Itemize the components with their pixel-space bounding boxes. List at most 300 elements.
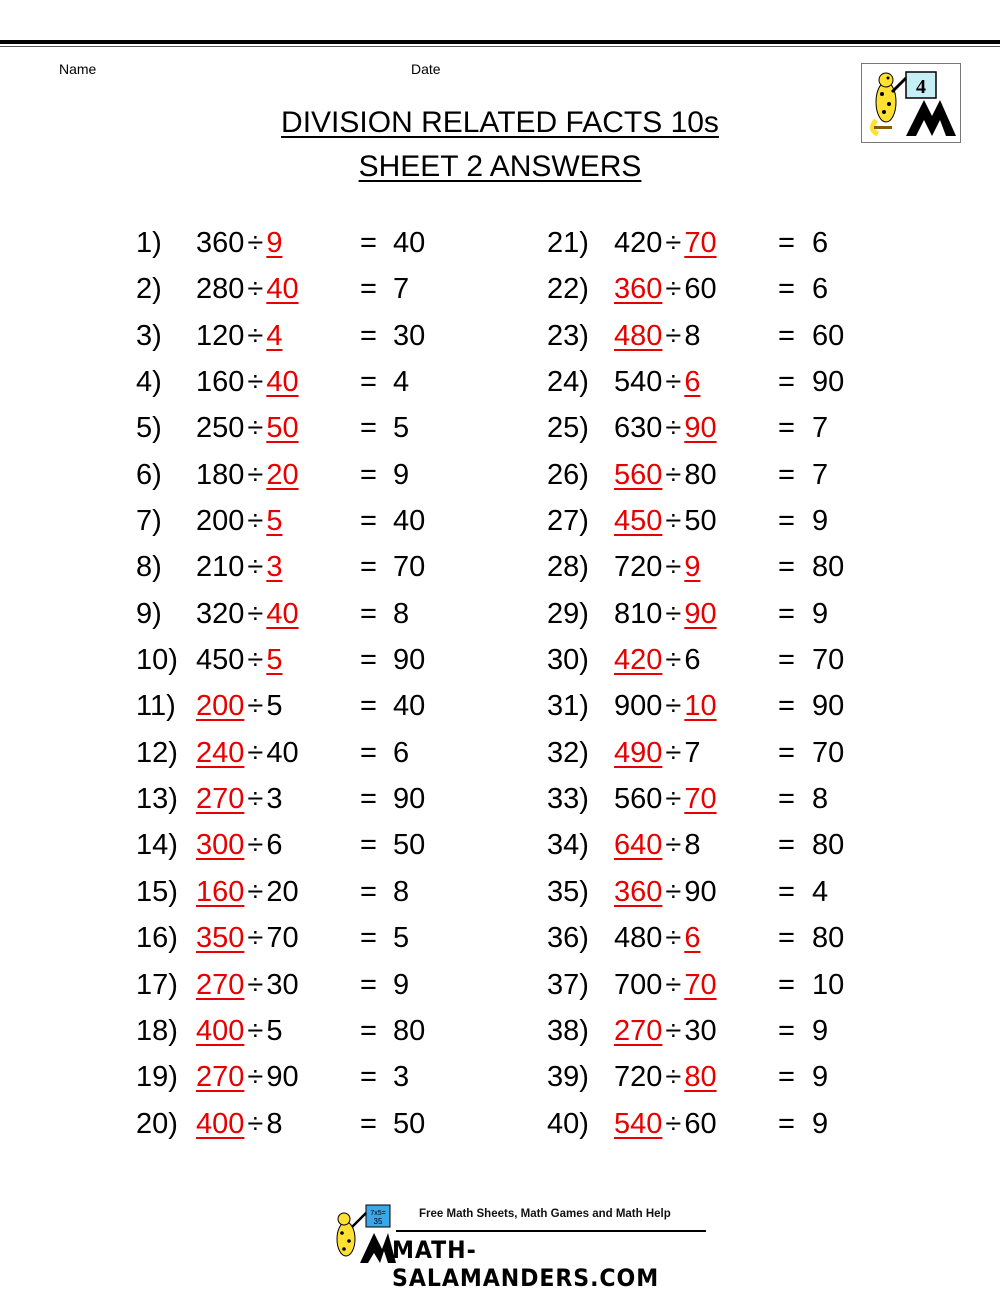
divisor: 6 xyxy=(684,366,701,399)
quotient: 80 xyxy=(393,1014,426,1047)
problem-row xyxy=(136,962,456,1008)
problem-number: 23) xyxy=(547,319,589,352)
equals-sign: = xyxy=(360,875,377,908)
division-expression xyxy=(614,405,717,451)
divide-sign: ÷ xyxy=(247,922,264,955)
problem-row xyxy=(547,266,867,312)
divide-sign: ÷ xyxy=(665,922,682,955)
problem-row xyxy=(136,822,456,868)
problem-row xyxy=(547,1008,867,1054)
dividend: 360 xyxy=(614,875,663,908)
footer-brand-name: MATH-SALAMANDERS.COM xyxy=(392,1236,660,1292)
problem-number: 40) xyxy=(547,1107,589,1140)
division-expression xyxy=(614,915,700,961)
problem-number: 35) xyxy=(547,875,589,908)
division-expression xyxy=(614,1008,717,1054)
equals-sign: = xyxy=(778,875,795,908)
divide-sign: ÷ xyxy=(665,644,682,677)
division-expression xyxy=(614,730,700,776)
quotient: 80 xyxy=(812,551,845,584)
divide-sign: ÷ xyxy=(247,875,264,908)
problem-number: 30) xyxy=(547,644,589,677)
problem-row xyxy=(547,359,867,405)
problem-number: 29) xyxy=(547,597,589,630)
quotient: 90 xyxy=(812,366,845,399)
date-label: Date xyxy=(411,61,441,77)
divide-sign: ÷ xyxy=(247,968,264,1001)
quotient: 90 xyxy=(812,690,845,723)
divisor: 8 xyxy=(266,1107,283,1140)
divide-sign: ÷ xyxy=(247,1107,264,1140)
dividend: 280 xyxy=(196,273,245,306)
dividend: 270 xyxy=(614,1014,663,1047)
divisor: 70 xyxy=(684,968,717,1001)
division-expression xyxy=(196,266,299,312)
svg-text:7x5=: 7x5= xyxy=(370,1210,386,1217)
problem-row xyxy=(136,359,456,405)
dividend: 450 xyxy=(196,644,245,677)
equals-sign: = xyxy=(360,458,377,491)
equals-sign: = xyxy=(360,551,377,584)
problem-number: 31) xyxy=(547,690,589,723)
problem-number: 17) xyxy=(136,968,178,1001)
quotient: 50 xyxy=(393,829,426,862)
division-expression xyxy=(614,1101,717,1147)
divisor: 40 xyxy=(266,366,299,399)
problem-number: 38) xyxy=(547,1014,589,1047)
dividend: 320 xyxy=(196,597,245,630)
dividend: 240 xyxy=(196,736,245,769)
divisor: 90 xyxy=(684,412,717,445)
division-expression xyxy=(614,313,700,359)
divisor: 3 xyxy=(266,551,283,584)
problem-number: 9) xyxy=(136,597,162,630)
divide-sign: ÷ xyxy=(247,458,264,491)
quotient: 80 xyxy=(812,829,845,862)
divisor: 3 xyxy=(266,783,283,816)
dividend: 200 xyxy=(196,690,245,723)
problem-row xyxy=(136,544,456,590)
divisor: 10 xyxy=(684,690,717,723)
divide-sign: ÷ xyxy=(665,458,682,491)
divisor: 9 xyxy=(684,551,701,584)
problem-row xyxy=(547,730,867,776)
dividend: 270 xyxy=(196,783,245,816)
equals-sign: = xyxy=(778,597,795,630)
equals-sign: = xyxy=(360,644,377,677)
quotient: 6 xyxy=(812,273,829,306)
equals-sign: = xyxy=(778,412,795,445)
problem-number: 11) xyxy=(136,690,176,723)
footer-tagline: Free Math Sheets, Math Games and Math Help xyxy=(419,1208,671,1220)
dividend: 180 xyxy=(196,458,245,491)
problem-row xyxy=(136,591,456,637)
problem-number: 8) xyxy=(136,551,162,584)
equals-sign: = xyxy=(778,551,795,584)
svg-text:4: 4 xyxy=(916,76,926,98)
equals-sign: = xyxy=(778,968,795,1001)
divide-sign: ÷ xyxy=(247,644,264,677)
equals-sign: = xyxy=(360,319,377,352)
footer-divider xyxy=(396,1230,706,1232)
divide-sign: ÷ xyxy=(247,1061,264,1094)
division-expression xyxy=(614,1054,717,1100)
division-expression xyxy=(614,637,700,683)
problem-column-right xyxy=(547,220,867,1147)
quotient: 6 xyxy=(393,736,410,769)
problem-row xyxy=(136,776,456,822)
divisor: 30 xyxy=(684,1014,717,1047)
division-expression xyxy=(196,359,299,405)
equals-sign: = xyxy=(778,783,795,816)
quotient: 8 xyxy=(812,783,829,816)
divide-sign: ÷ xyxy=(247,1014,264,1047)
equals-sign: = xyxy=(778,829,795,862)
problem-row xyxy=(136,683,456,729)
problem-number: 12) xyxy=(136,736,178,769)
problem-number: 33) xyxy=(547,783,589,816)
problem-number: 20) xyxy=(136,1107,178,1140)
problem-number: 32) xyxy=(547,736,589,769)
divisor: 8 xyxy=(684,829,701,862)
dividend: 420 xyxy=(614,227,663,259)
footer-brand-block xyxy=(326,1203,711,1292)
division-expression xyxy=(196,452,299,498)
problem-number: 5) xyxy=(136,412,162,445)
divide-sign: ÷ xyxy=(247,736,264,769)
divisor: 70 xyxy=(266,922,299,955)
division-expression xyxy=(196,915,299,961)
division-expression xyxy=(614,591,717,637)
divisor: 40 xyxy=(266,597,299,630)
divide-sign: ÷ xyxy=(247,597,264,630)
divide-sign: ÷ xyxy=(247,783,264,816)
division-expression xyxy=(196,405,299,451)
divisor: 20 xyxy=(266,875,299,908)
equals-sign: = xyxy=(360,690,377,723)
problem-number: 36) xyxy=(547,922,589,955)
problem-row xyxy=(136,1101,456,1147)
dividend: 720 xyxy=(614,1061,663,1094)
quotient: 4 xyxy=(812,875,829,908)
divisor: 50 xyxy=(684,505,717,538)
dividend: 210 xyxy=(196,551,245,584)
equals-sign: = xyxy=(778,644,795,677)
quotient: 70 xyxy=(393,551,426,584)
quotient: 80 xyxy=(812,922,845,955)
dividend: 810 xyxy=(614,597,663,630)
division-expression xyxy=(196,822,282,868)
quotient: 50 xyxy=(393,1107,426,1140)
equals-sign: = xyxy=(360,783,377,816)
division-expression xyxy=(196,1008,282,1054)
problem-row xyxy=(547,776,867,822)
quotient: 9 xyxy=(812,1061,829,1094)
dividend: 250 xyxy=(196,412,245,445)
problem-row xyxy=(547,452,867,498)
equals-sign: = xyxy=(778,1061,795,1094)
dividend: 640 xyxy=(614,829,663,862)
divisor: 70 xyxy=(684,227,717,259)
problem-row xyxy=(547,591,867,637)
equals-sign: = xyxy=(360,1061,377,1094)
equals-sign: = xyxy=(360,412,377,445)
equals-sign: = xyxy=(778,458,795,491)
divide-sign: ÷ xyxy=(665,412,682,445)
divisor: 5 xyxy=(266,644,283,677)
quotient: 70 xyxy=(812,736,845,769)
divisor: 40 xyxy=(266,273,299,306)
problem-row xyxy=(547,405,867,451)
equals-sign: = xyxy=(360,736,377,769)
dividend: 400 xyxy=(196,1014,245,1047)
dividend: 400 xyxy=(196,1107,245,1140)
dividend: 490 xyxy=(614,736,663,769)
problem-number: 7) xyxy=(136,505,162,538)
divisor: 5 xyxy=(266,1014,283,1047)
divide-sign: ÷ xyxy=(665,736,682,769)
division-expression xyxy=(196,962,299,1008)
dividend: 360 xyxy=(614,273,663,306)
problem-row xyxy=(136,405,456,451)
divisor: 6 xyxy=(684,922,701,955)
division-expression xyxy=(196,544,282,590)
divide-sign: ÷ xyxy=(247,551,264,584)
quotient: 60 xyxy=(812,319,845,352)
equals-sign: = xyxy=(778,690,795,723)
problem-row xyxy=(136,730,456,776)
equals-sign: = xyxy=(360,1107,377,1140)
quotient: 3 xyxy=(393,1061,410,1094)
problem-row xyxy=(547,962,867,1008)
division-expression xyxy=(196,313,282,359)
division-expression xyxy=(614,869,717,915)
division-expression xyxy=(196,591,299,637)
equals-sign: = xyxy=(360,1014,377,1047)
division-expression xyxy=(614,962,717,1008)
division-expression xyxy=(614,683,717,729)
quotient: 70 xyxy=(812,644,845,677)
dividend: 200 xyxy=(196,505,245,538)
problem-number: 19) xyxy=(136,1061,178,1094)
problem-row xyxy=(136,637,456,683)
divisor: 40 xyxy=(266,736,299,769)
divisor: 90 xyxy=(684,597,717,630)
division-expression xyxy=(614,452,717,498)
dividend: 540 xyxy=(614,366,663,399)
divisor: 60 xyxy=(684,1107,717,1140)
divide-sign: ÷ xyxy=(247,319,264,352)
problem-row xyxy=(547,220,867,266)
dividend: 160 xyxy=(196,366,245,399)
divisor: 9 xyxy=(266,227,283,259)
equals-sign: = xyxy=(360,968,377,1001)
problem-number: 37) xyxy=(547,968,589,1001)
quotient: 7 xyxy=(812,412,829,445)
divide-sign: ÷ xyxy=(247,366,264,399)
divisor: 70 xyxy=(684,783,717,816)
problem-number: 28) xyxy=(547,551,589,584)
divisor: 4 xyxy=(266,319,283,352)
divisor: 5 xyxy=(266,505,283,538)
dividend: 630 xyxy=(614,412,663,445)
divisor: 7 xyxy=(684,736,701,769)
divide-sign: ÷ xyxy=(665,1014,682,1047)
quotient: 7 xyxy=(393,273,410,306)
top-rule-thin xyxy=(0,46,1000,47)
quotient: 40 xyxy=(393,505,426,538)
divisor: 50 xyxy=(266,412,299,445)
division-expression xyxy=(196,1101,282,1147)
problem-number: 15) xyxy=(136,875,178,908)
division-expression xyxy=(614,822,700,868)
dividend: 560 xyxy=(614,458,663,491)
problem-number: 24) xyxy=(547,366,589,399)
dividend: 480 xyxy=(614,922,663,955)
problem-row xyxy=(547,683,867,729)
dividend: 900 xyxy=(614,690,663,723)
quotient: 9 xyxy=(812,1014,829,1047)
problem-row xyxy=(547,498,867,544)
quotient: 8 xyxy=(393,597,410,630)
division-expression xyxy=(196,220,282,266)
problem-column-left xyxy=(136,220,456,1147)
dividend: 480 xyxy=(614,319,663,352)
quotient: 9 xyxy=(812,505,829,538)
problem-number: 22) xyxy=(547,273,589,306)
divisor: 60 xyxy=(684,273,717,306)
divisor: 90 xyxy=(266,1061,299,1094)
equals-sign: = xyxy=(360,597,377,630)
quotient: 6 xyxy=(812,227,829,259)
divide-sign: ÷ xyxy=(665,690,682,723)
quotient: 5 xyxy=(393,922,410,955)
dividend: 560 xyxy=(614,783,663,816)
divide-sign: ÷ xyxy=(247,412,264,445)
divisor: 30 xyxy=(266,968,299,1001)
problem-row xyxy=(136,869,456,915)
dividend: 720 xyxy=(614,551,663,584)
divide-sign: ÷ xyxy=(665,227,682,259)
equals-sign: = xyxy=(778,505,795,538)
problem-number: 2) xyxy=(136,273,162,306)
divisor: 20 xyxy=(266,458,299,491)
divisor: 80 xyxy=(684,458,717,491)
division-expression xyxy=(196,730,299,776)
divide-sign: ÷ xyxy=(247,505,264,538)
division-expression xyxy=(614,544,700,590)
division-expression xyxy=(614,359,700,405)
divisor: 80 xyxy=(684,1061,717,1094)
divide-sign: ÷ xyxy=(665,273,682,306)
equals-sign: = xyxy=(360,922,377,955)
quotient: 9 xyxy=(812,597,829,630)
problem-number: 39) xyxy=(547,1061,589,1094)
dividend: 450 xyxy=(614,505,663,538)
division-expression xyxy=(196,869,299,915)
problem-number: 18) xyxy=(136,1014,178,1047)
equals-sign: = xyxy=(360,829,377,862)
division-expression xyxy=(614,266,717,312)
problem-row xyxy=(547,544,867,590)
equals-sign: = xyxy=(360,273,377,306)
problem-row xyxy=(136,266,456,312)
division-expression xyxy=(196,683,282,729)
equals-sign: = xyxy=(778,736,795,769)
problem-number: 27) xyxy=(547,505,589,538)
dividend: 420 xyxy=(614,644,663,677)
problem-number: 34) xyxy=(547,829,589,862)
divide-sign: ÷ xyxy=(665,875,682,908)
divide-sign: ÷ xyxy=(665,1107,682,1140)
divisor: 5 xyxy=(266,690,283,723)
equals-sign: = xyxy=(778,273,795,306)
equals-sign: = xyxy=(778,366,795,399)
problem-row xyxy=(547,869,867,915)
equals-sign: = xyxy=(778,1107,795,1140)
dividend: 350 xyxy=(196,922,245,955)
division-expression xyxy=(614,776,717,822)
problem-row xyxy=(136,220,456,266)
svg-text:35: 35 xyxy=(373,1217,383,1226)
quotient: 9 xyxy=(393,968,410,1001)
quotient: 8 xyxy=(393,875,410,908)
equals-sign: = xyxy=(778,319,795,352)
equals-sign: = xyxy=(778,1014,795,1047)
problem-row xyxy=(547,1101,867,1147)
divide-sign: ÷ xyxy=(665,366,682,399)
problem-number: 4) xyxy=(136,366,162,399)
quotient: 40 xyxy=(393,227,426,259)
problem-row xyxy=(136,915,456,961)
problem-row xyxy=(136,498,456,544)
quotient: 5 xyxy=(393,412,410,445)
equals-sign: = xyxy=(778,922,795,955)
equals-sign: = xyxy=(360,366,377,399)
equals-sign: = xyxy=(360,227,377,259)
quotient: 90 xyxy=(393,644,426,677)
division-expression xyxy=(196,498,282,544)
problem-number: 25) xyxy=(547,412,589,445)
dividend: 160 xyxy=(196,875,245,908)
divide-sign: ÷ xyxy=(247,829,264,862)
quotient: 10 xyxy=(812,968,845,1001)
problem-number: 1) xyxy=(136,227,162,259)
salamander-logo-icon xyxy=(326,1203,396,1265)
divide-sign: ÷ xyxy=(665,829,682,862)
problem-number: 3) xyxy=(136,319,162,352)
division-expression xyxy=(196,1054,299,1100)
quotient: 90 xyxy=(393,783,426,816)
problem-number: 6) xyxy=(136,458,162,491)
problem-row xyxy=(547,637,867,683)
divide-sign: ÷ xyxy=(247,690,264,723)
problem-number: 16) xyxy=(136,922,178,955)
name-label: Name xyxy=(59,61,97,77)
divide-sign: ÷ xyxy=(665,968,682,1001)
division-expression xyxy=(614,498,717,544)
problem-row xyxy=(547,1054,867,1100)
dividend: 700 xyxy=(614,968,663,1001)
worksheet-title: DIVISION RELATED FACTS 10s xyxy=(281,106,719,139)
division-expression xyxy=(196,637,282,683)
quotient: 9 xyxy=(393,458,410,491)
problem-number: 10) xyxy=(136,644,178,677)
dividend: 300 xyxy=(196,829,245,862)
equals-sign: = xyxy=(360,505,377,538)
dividend: 540 xyxy=(614,1107,663,1140)
problem-number: 26) xyxy=(547,458,589,491)
